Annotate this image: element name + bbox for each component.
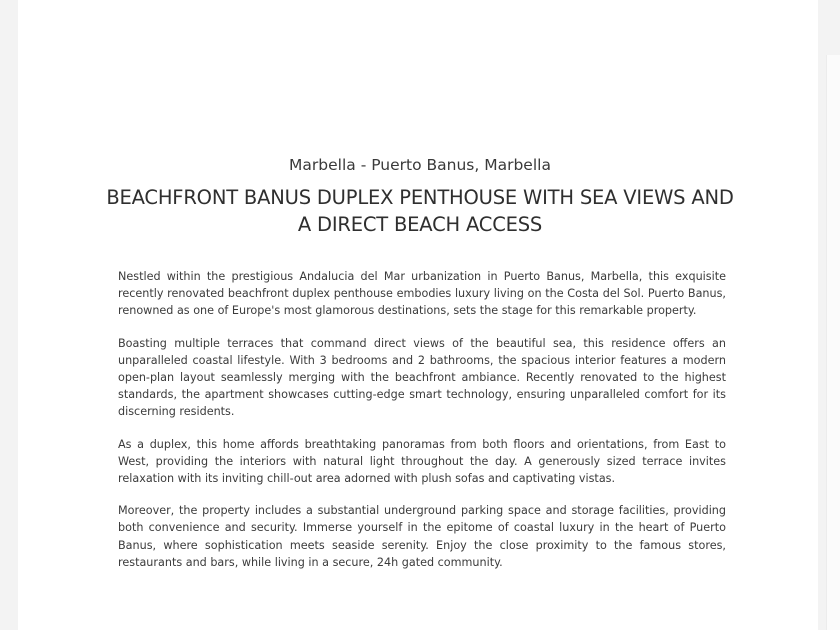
description-paragraph-4: Moreover, the property includes a substantial underground parking space and storage facilities, providing both convenience and security. Immerse yourself in the epitome of coastal luxury in the heart of Puerto Banus, where sophistication meets seaside serenity. Enjoy the close proximity to the famous stores, restaurants and bars, while living in a secure, 24h gated community. [118,504,726,569]
property-headline: BEACHFRONT BANUS DUPLEX PENTHOUSE WITH SEA VIEWS AND A DIRECT BEACH ACCESS [106,186,734,236]
adjacent-page-edge [826,55,840,630]
description-paragraph-1: Nestled within the prestigious Andalucia del Mar urbanization in Puerto Banus, Marbella, this exquisite recently renovated beachfront duplex penthouse embodies luxury living on the Costa del Sol. Puerto Banus, renowned as one of Europe's most glamorous destinations, sets the stage for this remarkable property. [118,270,726,318]
property-description [118,268,726,586]
description-paragraph-3: As a duplex, this home affords breathtaking panoramas from both floors and orientations, from East to West, providing the interiors with natural light throughout the day. A generously sized terrace invites relaxation with its inviting chill-out area adorned with plush sofas and captivating vistas. [118,437,726,486]
description-paragraph-2: Boasting multiple terraces that command direct views of the beautiful sea, this residence offers an unparalleled coastal lifestyle. With 3 bedrooms and 2 bathrooms, the spacious interior features a modern open-plan layout seamlessly merging with the beachfront ambiance. Recently renovated to the highest standards, the apartment showcases cutting-edge smart technology, ensuring unparalleled comfort for its discerning residents. [118,336,726,419]
property-location: Marbella - Puerto Banus, Marbella [289,156,551,174]
